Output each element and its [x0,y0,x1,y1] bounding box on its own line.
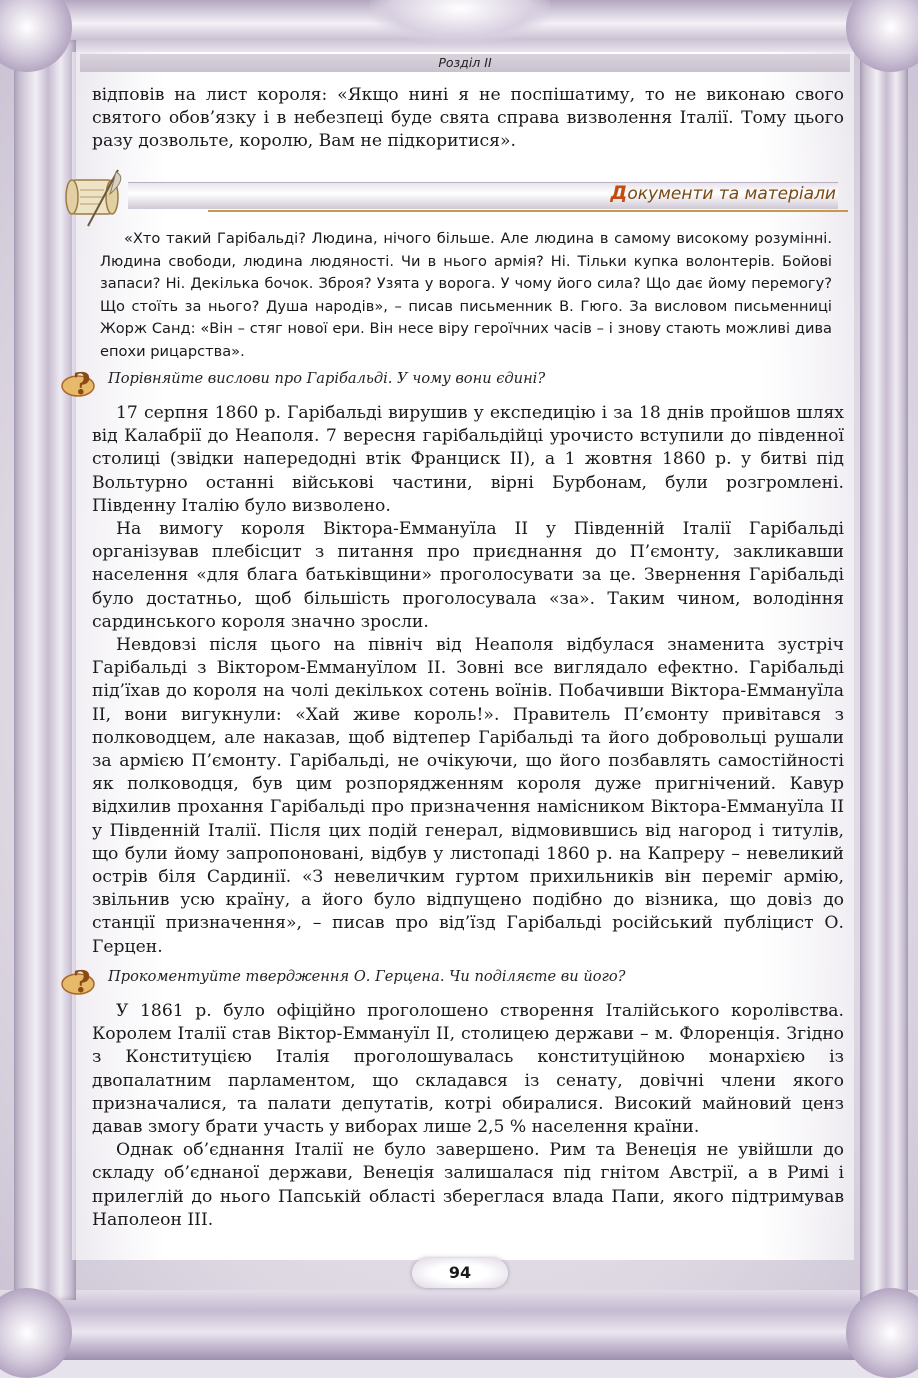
scroll-quill-icon [58,168,132,230]
page-number: 94 [412,1258,508,1288]
paragraph: 17 серпня 1860 р. Гарібальді вирушив у експедицію і за 18 днів пройшов шлях від Калабрії до Неаполя. 7 вересня гарібальдійці урочисто вступили до південної столиці (звідки напередодні втік Франциск ІІ), а 1 жовтня 1860 р. у битві під Вольтурно останні військові частини, вірні Бурбонам, були розгромлені. Південну Італію було визволено. [92,403,844,516]
continuation-paragraph: відповів на лист короля: «Якщо нині я не поспішатиму, то не виконаю свого святого обов’язку і в небезпеці буде свята справа визволення Італії. Тому цього разу дозвольте, королю, Вам не підкоритися». [92,85,844,152]
paragraph: Однак об’єднання Італії не було завершено. Рим та Венеція не увійшли до складу об’єднаної держави, Венеція залишалася під гнітом Австрії, а в Римі і прилеглій до нього Папській області збереглася влада Папи, якого підтримував Наполеон ІІІ. [92,1140,844,1230]
svg-text:?: ? [73,965,91,996]
documents-title-initial: Д [610,182,628,204]
banner-underline [208,210,848,212]
frame-right-column [860,40,908,1300]
question-1-text: Порівняйте вислови про Гарібальді. У чому вони єдині? [108,370,546,387]
paragraph: На вимогу короля Віктора-Еммануїла ІІ у Південній Італії Гарібальді організував плебісцит з питання про приєднання до П’ємонту, закликавши населення «для блага батьківщини» проголосувати за це. Звернення Гарібальді було достатньо, щоб більшість проголосувала «за». Таким чином, володіння сардинського короля значно зросли. [92,519,844,632]
question-2 [60,962,840,994]
question-1 [60,364,840,396]
svg-text:?: ? [73,367,91,398]
question-2-text: Прокоментуйте твердження О. Герцена. Чи поділяєте ви його? [108,968,626,985]
main-text-block [92,402,844,959]
frame-bottom [0,1290,918,1360]
paragraph: Невдовзі після цього на північ від Неаполя відбулася знаменита зустріч Гарібальді з Віктором-Еммануїлом ІІ. Зовні все виглядало ефектно. Гарібальді під’їхав до короля на чолі декількох сотень воїнів. Побачивши Віктора-Еммануїла ІІ, вони вигукнули: «Хай живе король!». Правитель П’ємонту привітався з полководцем, але наказав, щоб відтепер Гарібальді та його добровольці рушали за армією П’ємонту. Гарібальді, не очікуючи, що його позбавлять самостійності як полководця, був цим розпорядженням короля дуже пригнічений. Кавур відхилив прохання Гарібальді про призначення намісником Віктора-Еммануїла ІІ у Південній Італії. Після цих подій генерал, відмовившись від нагород і титулів, що були йому запропоновані, відбув у листопаді 1860 р. на Капреру – невеликий острів біля Сардинії. «З невеличким гуртом прихильників він переміг армію, звільнив усю країну, а його було відпущено подібно до візника, що довіз до станції призначення», – писав про від’їзд Гарібальді російський публіцист О. Герцен. [92,635,844,957]
top-ornament [370,0,550,44]
section-header: Розділ ІІ [80,54,850,72]
documents-banner [58,168,848,218]
documents-title-rest: окументи та матеріали [627,184,836,204]
documents-quote: «Хто такий Гарібальді? Людина, нічого більше. Але людина в самому високому розумінні. Людина свободи, людина людяності. Чи в нього армія? Ні. Тільки купка волонтерів. Бойові запаси? Ні. Декілька бочок. Зброя? Узята у ворога. У чому його сила? Що дає йому перемогу? Що стоїть за нього? Душа народів», – писав письменник В. Гюго. За висловом письменниці Жорж Санд: «Він – стяг нової ери. Він несе віру героїчних часів – і знову стають можливі дива епохи рицарства». [100,230,832,360]
question-mark-icon [60,364,104,398]
final-text-block [92,1000,844,1232]
question-mark-icon [60,962,104,996]
documents-title [610,182,836,204]
paragraph: У 1861 р. було офіційно проголошено створення Італійського королівства. Королем Італії став Віктор-Еммануїл ІІ, столицею держави – м. Флоренція. Згідно з Конституцією Італія проголошувалась конституційною монархією із двопалатним парламентом, що складався із сенату, довічні члени якого призначалися, та палати депутатів, котрі обиралися. Високий майновий ценз давав змогу брати участь у виборах лише 2,5 % населення країни. [92,1001,844,1138]
